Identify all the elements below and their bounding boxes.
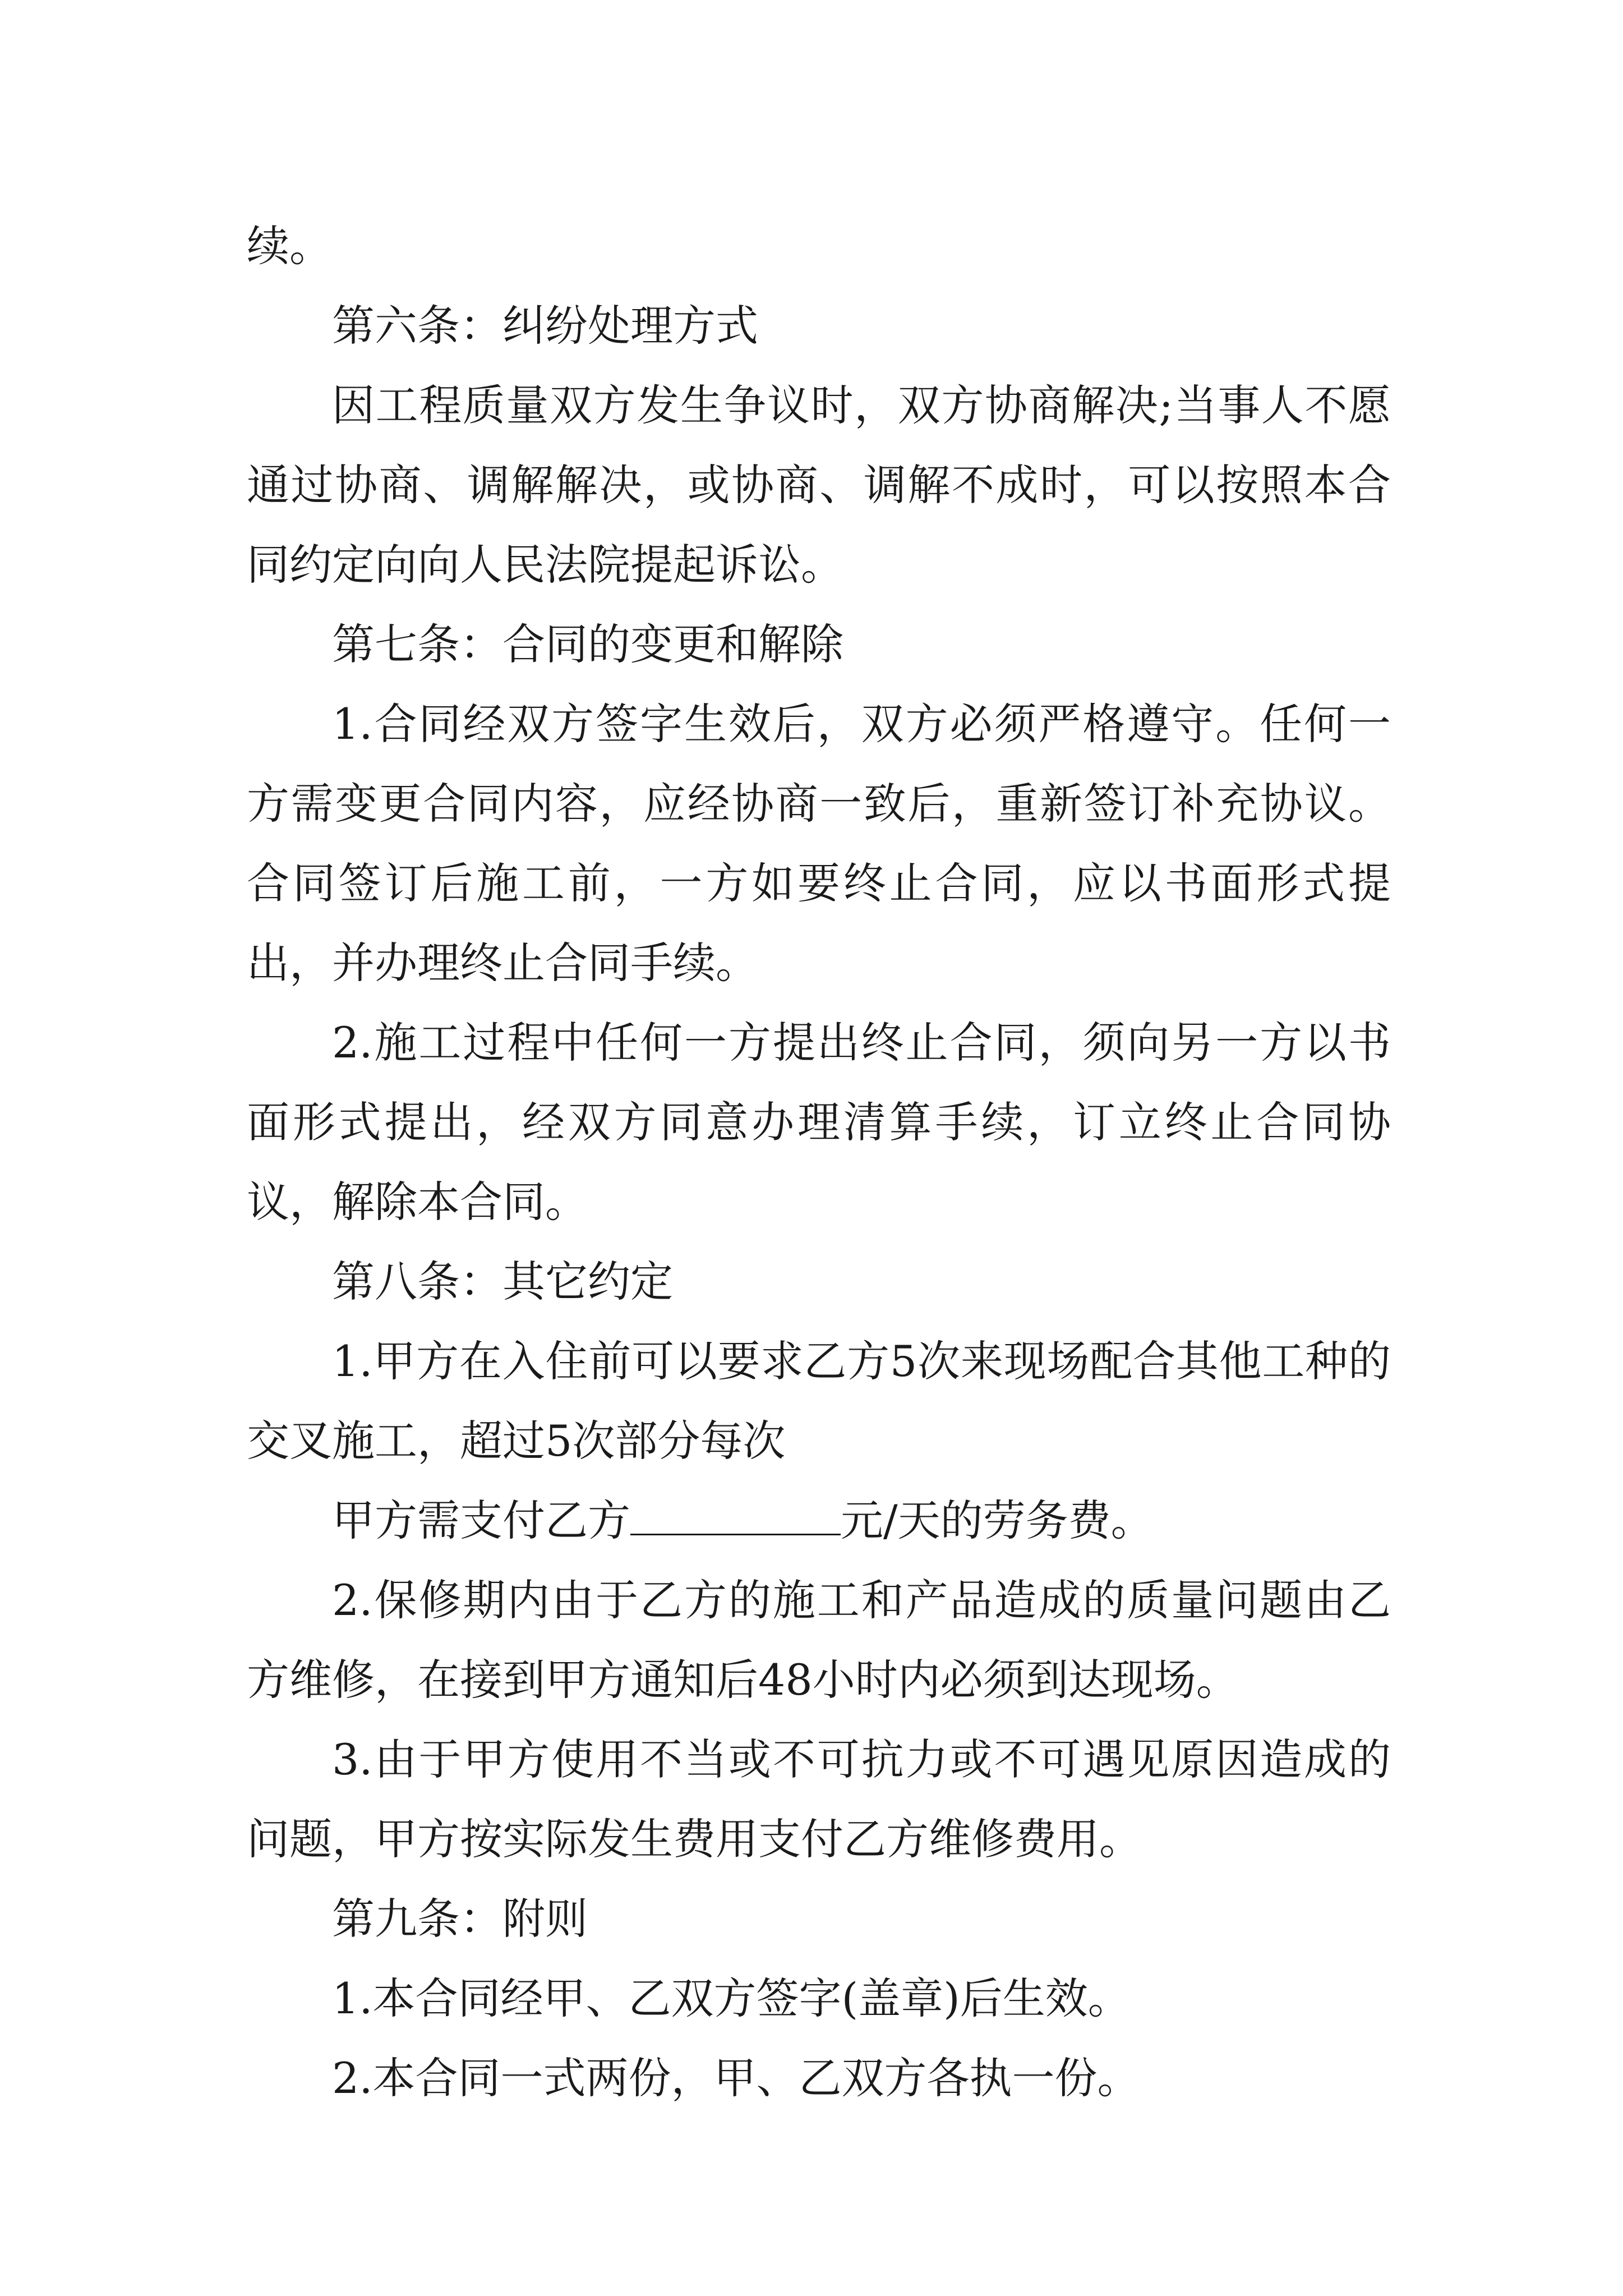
article-8-paragraph-1: 1.甲方在入住前可以要求乙方5次来现场配合其他工种的交叉施工，超过5次部分每次 xyxy=(247,1336,1391,1466)
article-7-paragraph-1: 1.合同经双方签字生效后，双方必须严格遵守。任何一方需变更合同内容，应经协商一致后，重新签订补充协议。合同签订后施工前，一方如要终止合同，应以书面形式提出，并办理终止合同手续。 xyxy=(247,699,1391,988)
fee-text-prefix: 甲方需支付乙方 xyxy=(332,1496,630,1545)
article-9-heading: 第九条：附则 xyxy=(332,1894,588,1944)
fee-text-suffix: 元/天的劳务费。 xyxy=(841,1496,1154,1545)
article-6-heading: 第六条：纠纷处理方式 xyxy=(332,301,758,351)
article-6-paragraph-1: 因工程质量双方发生争议时，双方协商解决;当事人不愿通过协商、调解解决，或协商、调解不成时，可以按照本合同约定向向人民法院提起诉讼。 xyxy=(247,380,1391,590)
article-8-paragraph-1-continued xyxy=(247,1481,1391,1561)
fee-amount-blank xyxy=(630,1494,841,1535)
article-9-paragraph-2: 2.本合同一式两份，甲、乙双方各执一份。 xyxy=(332,2053,1140,2103)
continuation-text: 续。 xyxy=(247,221,332,271)
document-body xyxy=(247,206,1391,2118)
article-8-paragraph-2: 2.保修期内由于乙方的施工和产品造成的质量问题由乙方维修，在接到甲方通知后48小时内必须到达现场。 xyxy=(247,1575,1391,1705)
article-9-paragraph-1: 1.本合同经甲、乙双方签字(盖章)后生效。 xyxy=(332,1973,1131,2023)
article-8-paragraph-3: 3.由于甲方使用不当或不可抗力或不可遇见原因造成的问题，甲方按实际发生费用支付乙方维修费用。 xyxy=(247,1734,1391,1864)
article-7-heading: 第七条：合同的变更和解除 xyxy=(332,619,843,669)
article-8-heading: 第八条：其它约定 xyxy=(332,1257,673,1306)
article-7-paragraph-2: 2.施工过程中任何一方提出终止合同，须向另一方以书面形式提出，经双方同意办理清算手续，订立终止合同协议，解除本合同。 xyxy=(247,1018,1391,1227)
